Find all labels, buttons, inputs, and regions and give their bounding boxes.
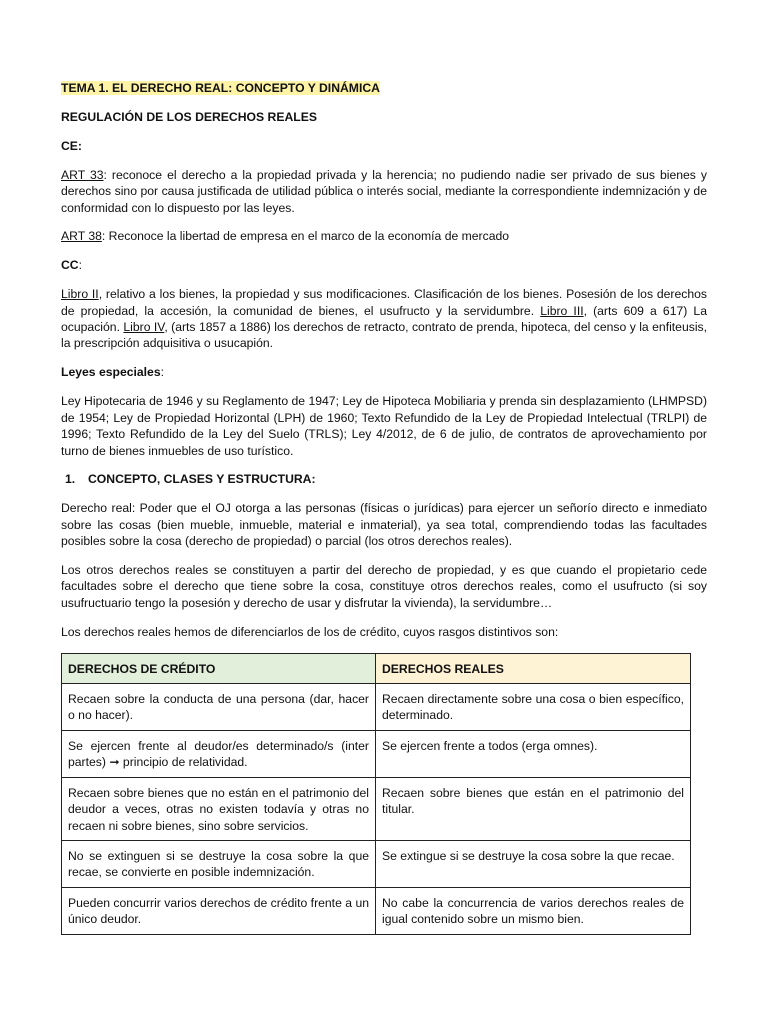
art33-text: : reconoce el derecho a la propiedad privada y la herencia; no pudiendo nadie ser privado de sus bienes y derechos sino por causa justificada de utilidad pública o interés social, mediante la correspondiente indemnización y de conformidad con lo dispuesto por las leyes. bbox=[61, 167, 707, 215]
table-cell: Se ejercen frente a todos (erga omnes). bbox=[376, 730, 691, 777]
section-1-title: CONCEPTO, CLASES Y ESTRUCTURA: bbox=[88, 472, 316, 487]
cc-label bbox=[61, 257, 707, 273]
table-row bbox=[62, 684, 691, 731]
section-1-heading bbox=[61, 471, 707, 487]
table-cell: Recaen sobre bienes que no están en el patrimonio del deudor a veces, otras no existen todavía y otras no recaen ni sobre bienes, sino sobre servicios. bbox=[62, 777, 376, 840]
libro-ii-ref: Libro II bbox=[61, 287, 99, 302]
cc-paragraph bbox=[61, 286, 707, 352]
table-header-row bbox=[62, 653, 691, 683]
table-cell: No se extinguen si se destruye la cosa sobre la que recae, se convierte en posible indemnización. bbox=[62, 840, 376, 887]
cc-text-3: , (arts 1857 a 1886) los derechos de retracto, contrato de prenda, hipoteca, del censo y la enfiteusis, la prescripción adquisitiva o usucapión. bbox=[61, 320, 708, 351]
section-1-number: 1. bbox=[65, 472, 76, 487]
table-row bbox=[62, 887, 691, 934]
table-row bbox=[62, 730, 691, 777]
leyes-label-colon: : bbox=[160, 365, 164, 380]
document-title bbox=[61, 80, 707, 96]
table-cell: Recaen sobre bienes que están en el patrimonio del titular. bbox=[376, 777, 691, 840]
leyes-label bbox=[61, 364, 707, 380]
ce-label-text: CE: bbox=[61, 138, 82, 153]
diferenciar-paragraph: Los derechos reales hemos de diferenciarlos de los de crédito, cuyos rasgos distintivos son: bbox=[61, 624, 559, 639]
libro-iv-ref: Libro IV bbox=[123, 320, 165, 335]
comparison-table bbox=[61, 653, 691, 935]
cc-label-text: CC bbox=[61, 258, 79, 273]
art38-paragraph bbox=[61, 228, 707, 244]
header-reales: DERECHOS REALES bbox=[376, 653, 691, 683]
header-creditos: DERECHOS DE CRÉDITO bbox=[62, 653, 376, 683]
derecho-real-paragraph: Derecho real: Poder que el OJ otorga a las personas (físicas o jurídicas) para ejercer un señorío directo e inmediato sobre las cosas (bien mueble, inmueble, material e inmaterial), ya sea total, comprendiendo todas las facultades posibles sobre la cosa (derecho de propiedad) o parcial (los otros derechos reales). bbox=[61, 501, 707, 549]
otros-derechos-paragraph: Los otros derechos reales se constituyen a partir del derecho de propiedad, y es que cuando el propietario cede facultades sobre el derecho que tiene sobre la cosa, constituye otros derechos reales, como el usufructo (si soy usufructuario tengo la posesión y derecho de usar y disfrutar la vivienda), la servidumbre… bbox=[61, 563, 707, 610]
ce-label bbox=[61, 138, 707, 154]
subtitle bbox=[61, 109, 707, 125]
table-cell: Se ejercen frente al deudor/es determinado/s (inter partes) ➞ principio de relatividad. bbox=[62, 730, 376, 777]
table-row bbox=[62, 777, 691, 840]
leyes-paragraph: Ley Hipotecaria de 1946 y su Reglamento de 1947; Ley de Hipoteca Mobiliaria y prenda sin desplazamiento (LHMPSD) de 1954; Ley de Propiedad Horizontal (LPH) de 1960; Texto Refundido de la Ley de Propiedad Intelectual (TRLPI) de 1996; Texto Refundido de la Ley del Suelo (TRLS); Ley 4/2012, de 6 de julio, de contratos de aprovechamiento por turno de bienes inmuebles de uso turístico. bbox=[61, 394, 707, 458]
art38-ref: ART 38 bbox=[61, 229, 102, 244]
cc-text-1: , relativo a los bienes, la propiedad y sus modificaciones. Clasificación de los bienes. Posesión de los derechos de propiedad, la accesión, la comunidad de bienes, el usufructo y la servidumbre. bbox=[61, 287, 707, 318]
art33-ref: ART 33 bbox=[61, 167, 104, 182]
art38-text: : Reconoce la libertad de empresa en el marco de la economía de mercado bbox=[101, 229, 510, 244]
table-cell: Recaen sobre la conducta de una persona (dar, hacer o no hacer). bbox=[62, 684, 376, 731]
table-row bbox=[62, 840, 691, 887]
leyes-label-text: Leyes especiales bbox=[61, 365, 161, 380]
table-cell: Pueden concurrir varios derechos de crédito frente a un único deudor. bbox=[62, 887, 376, 934]
table-cell: Recaen directamente sobre una cosa o bien específico, determinado. bbox=[376, 684, 691, 731]
libro-iii-ref: Libro III bbox=[540, 303, 584, 318]
table-cell: Se extingue si se destruye la cosa sobre la que recae. bbox=[376, 840, 691, 887]
title-text: TEMA 1. EL DERECHO REAL: CONCEPTO Y DINÁMICA bbox=[61, 81, 380, 95]
table-cell: No cabe la concurrencia de varios derechos reales de igual contenido sobre un mismo bien. bbox=[376, 887, 691, 934]
cc-text-2: , (arts 609 a 617) La ocupación. bbox=[61, 303, 707, 335]
subtitle-text: REGULACIÓN DE LOS DERECHOS REALES bbox=[61, 109, 317, 124]
art33-paragraph bbox=[61, 167, 707, 216]
cc-label-colon: : bbox=[78, 258, 82, 273]
